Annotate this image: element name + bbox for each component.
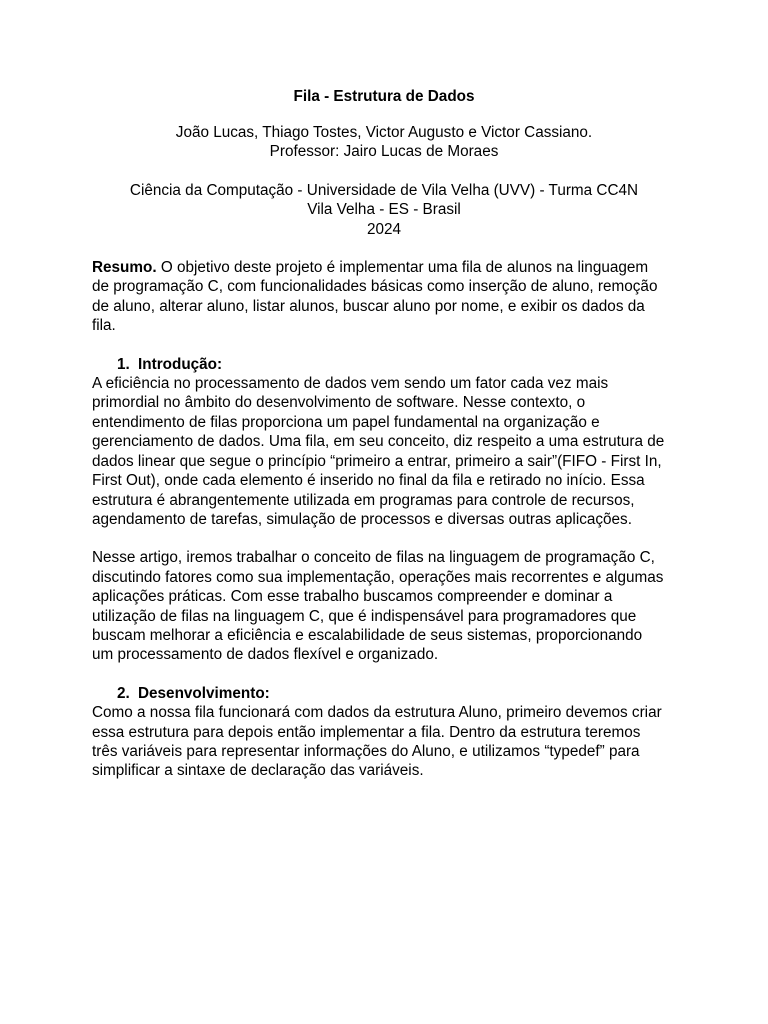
intro-paragraph-2 — [92, 548, 676, 664]
paragraph-line: Como a nossa fila funcionará com dados da estrutura Aluno, primeiro devemos criar — [92, 704, 662, 722]
section-heading-introducao — [92, 355, 676, 374]
paragraph-line: discutindo fatores como sua implementação, operações mais recorrentes e algumas — [92, 568, 664, 586]
paragraph-line: primordial no âmbito do desenvolvimento de software. Nesse contexto, o — [92, 394, 586, 412]
affiliation-block — [92, 181, 676, 239]
development-paragraph-1 — [92, 703, 676, 781]
paragraph-line: um processamento de dados flexível e organizado. — [92, 646, 439, 664]
affiliation-line: Ciência da Computação - Universidade de Vila Velha (UVV) - Turma CC4N — [129, 181, 639, 199]
paragraph-line: simplificar a sintaxe de declaração das variáveis. — [92, 762, 424, 780]
paragraph-line: dados linear que segue o princípio “primeiro a entrar, primeiro a sair”(FIFO - First In, — [92, 452, 662, 470]
professor-line: Professor: Jairo Lucas de Moraes — [269, 143, 499, 161]
abstract-line: de aluno, alterar aluno, listar alunos, buscar aluno por nome, e exibir os dados da — [92, 297, 645, 315]
location-line: Vila Velha - ES - Brasil — [307, 201, 461, 219]
abstract-line: fila. — [92, 317, 116, 335]
year-line: 2024 — [366, 220, 402, 238]
section-number: 1. — [117, 355, 130, 373]
paragraph-line: essa estrutura para depois então implementar a fila. Dentro da estrutura teremos — [92, 723, 641, 741]
paper-title: Fila - Estrutura de Dados — [293, 88, 475, 105]
abstract-text: O objetivo deste projeto é implementar uma fila de alunos na linguagem — [156, 259, 649, 277]
paragraph-line: utilização de filas na linguagem C, que é indispensável para programadores que — [92, 607, 637, 625]
paragraph-line: First Out), onde cada elemento é inserido no final da fila e retirado no início. Essa — [92, 472, 645, 490]
paragraph-line: aplicações práticas. Com esse trabalho buscamos compreender e dominar a — [92, 588, 613, 606]
paragraph-line: A eficiência no processamento de dados vem sendo um fator cada vez mais — [92, 375, 609, 393]
section-title: Introdução: — [138, 355, 223, 373]
authors-block — [92, 123, 676, 162]
abstract-label: Resumo. — [92, 259, 157, 277]
paragraph-line: gerenciamento de dados. Uma fila, em seu conceito, diz respeito a uma estrutura de — [92, 433, 665, 451]
section-number: 2. — [117, 684, 130, 702]
section-heading-desenvolvimento — [92, 684, 676, 703]
abstract-line: de programação C, com funcionalidades básicas como inserção de aluno, remoção — [92, 278, 658, 296]
paragraph-line: Nesse artigo, iremos trabalhar o conceito de filas na linguagem de programação C, — [92, 549, 655, 567]
paragraph-line: estrutura é abrangentemente utilizada em programas para controle de recursos, — [92, 491, 635, 509]
section-title: Desenvolvimento: — [138, 684, 270, 702]
paragraph-line: agendamento de tarefas, simulação de processos e diversas outras aplicações. — [92, 510, 632, 528]
abstract — [92, 258, 676, 336]
paragraph-line: entendimento de filas proporciona um papel fundamental na organização e — [92, 413, 600, 431]
paragraph-gap — [92, 529, 676, 548]
paragraph-line: buscam melhorar a eficiência e escalabilidade de seus sistemas, proporcionando — [92, 626, 643, 644]
paragraph-line: três variáveis para representar informações do Aluno, e utilizamos “typedef” para — [92, 742, 640, 760]
intro-paragraph-1 — [92, 374, 676, 529]
abstract-line — [92, 258, 676, 277]
authors-line: João Lucas, Thiago Tostes, Victor Augusto e Victor Cassiano. — [175, 124, 593, 141]
